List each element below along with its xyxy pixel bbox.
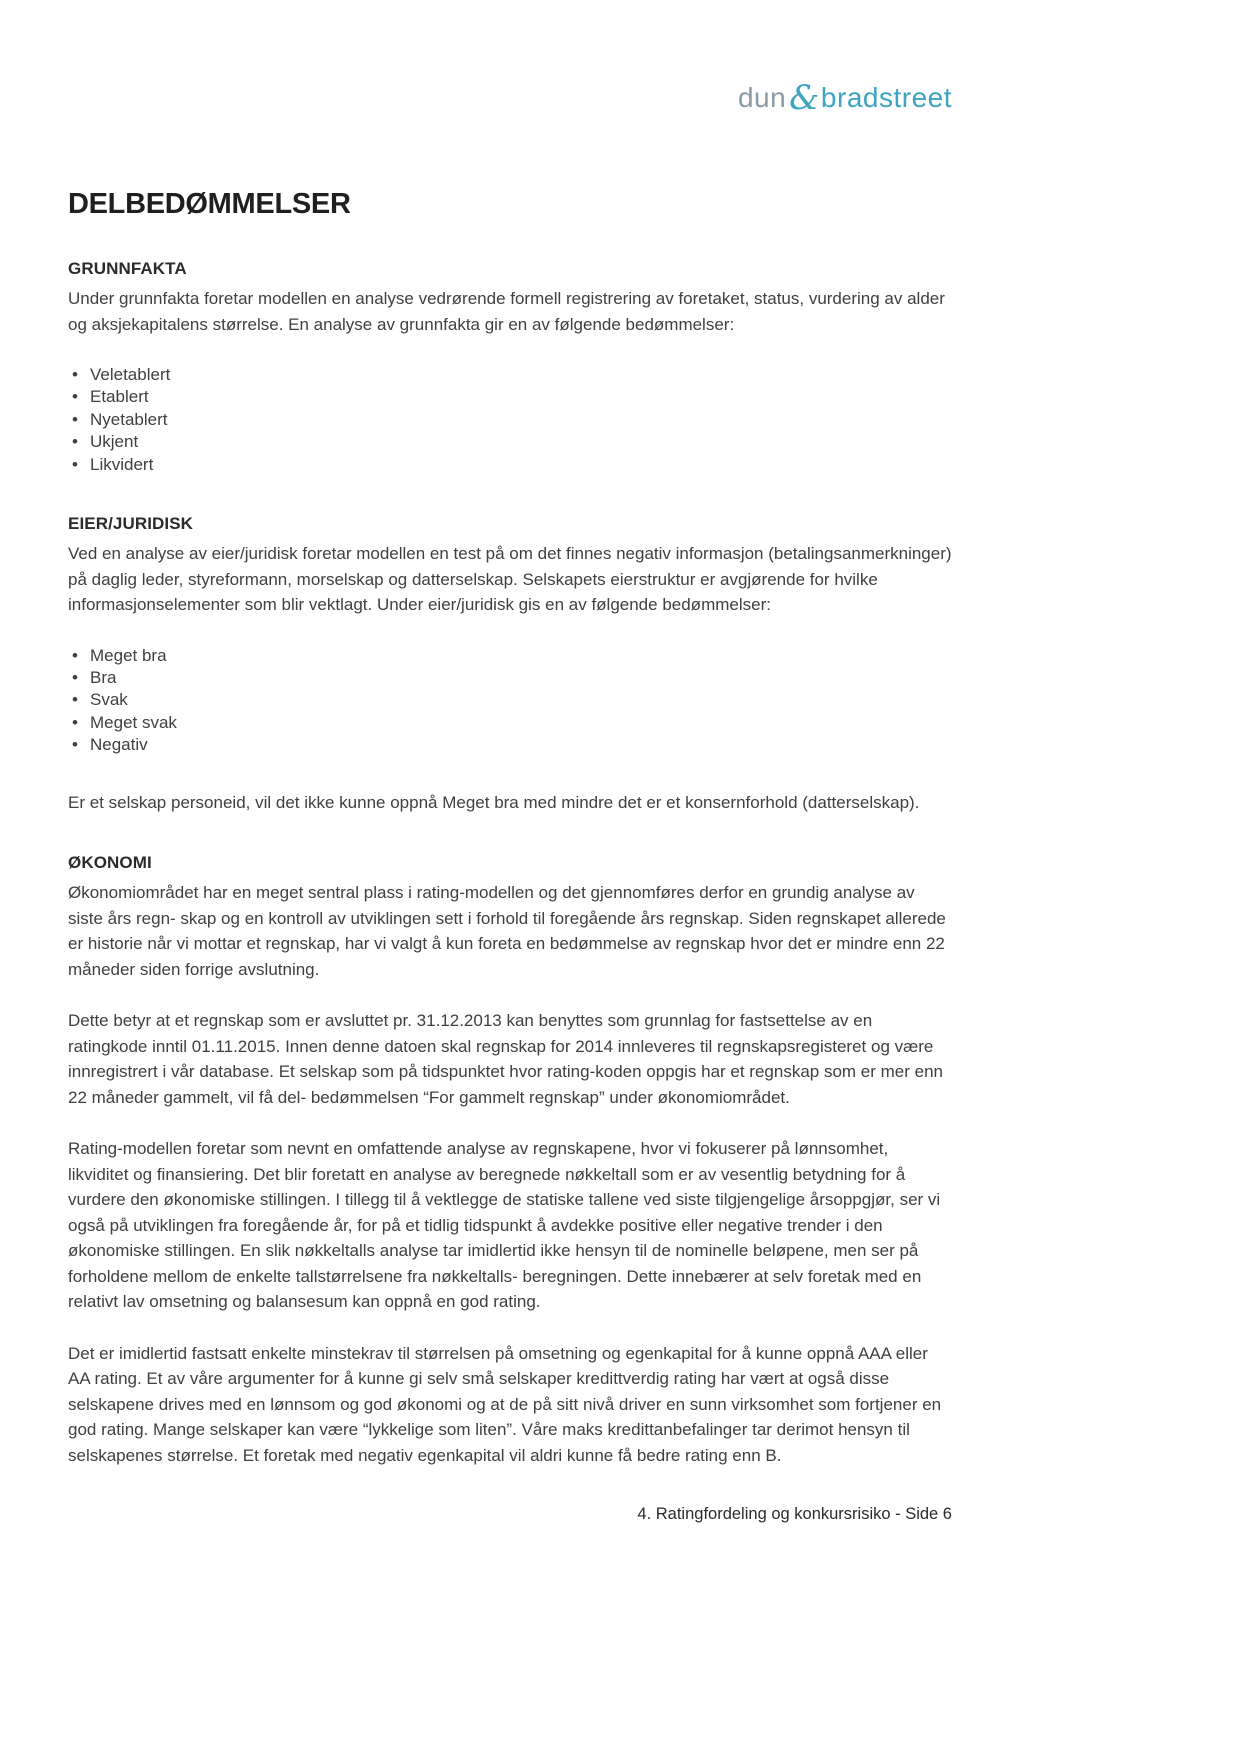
section-grunnfakta (68, 259, 952, 476)
logo-ampersand-icon: & (789, 78, 820, 118)
bullet-item: • Svak (70, 689, 952, 711)
eier-juridisk-intro-paragraph: Ved en analyse av eier/juridisk foretar modellen en test på om det finnes negativ informasjon (betalingsanmerkninger) på daglig leder, styreformann, morselskap og datterselskap. Selskapets eierstruktur er avgjørende for hvilke informasjonselementer som blir vektlagt. Under eier/juridisk gis en av følgende bedømmelser: (68, 544, 952, 615)
bullet-item: • Likvidert (70, 454, 952, 476)
section-heading-eier-juridisk: EIER/JURIDISK (68, 514, 194, 534)
bullet-item: • Ukjent (70, 431, 952, 453)
page-title: DELBEDØMMELSER (68, 188, 351, 220)
document-content (68, 0, 952, 1468)
logo-text-dun: dun (737, 82, 787, 113)
section-okonomi (68, 853, 952, 1468)
okonomi-paragraph-4: Det er imidlertid fastsatt enkelte minstekrav til størrelsen på omsetning og egenkapital for å kunne oppnå AAA eller AA rating. Et av våre argumenter for å kunne gi selv små selskaper kredittverdig rating har vært at også disse selskapene drives med en lønnsom og god økonomi og at de på sitt nivå driver en sunn virksomhet som fortjener en god rating. Mange selskaper kan være “lykkelige som liten”. Våre maks kredittanbefalinger tar derimot hensyn til selskapenes størrelse. Et foretak med negativ egenkapital vil aldri kunne få bedre rating enn B. (68, 1343, 942, 1465)
grunnfakta-bullet-list (70, 364, 952, 476)
grunnfakta-intro-paragraph: Under grunnfakta foretar modellen en analyse vedrørende formell registrering av foretaket, status, vurdering av alder og aksjekapitalens størrelse. En analyse av grunnfakta gir en av følgende bedømmelser: (68, 289, 945, 334)
bullet-item: • Meget svak (70, 712, 952, 734)
bullet-item: • Meget bra (70, 645, 952, 667)
bullet-item: • Nyetablert (70, 409, 952, 431)
page-footer: 4. Ratingfordeling og konkursrisiko - Side 6 (637, 1505, 952, 1523)
bullet-item: • Veletablert (70, 364, 952, 386)
bullet-item: • Bra (70, 667, 952, 689)
okonomi-paragraph-3: Rating-modellen foretar som nevnt en omfattende analyse av regnskapene, hvor vi fokuserer på lønnsomhet, likviditet og finansiering. Det blir foretatt en analyse av beregnede nøkkeltall som er av vesentlig betydning for å vurdere den økonomiske stillingen. I tillegg til å vektlegge de statiske tallene ved siste tilgjengelige årsoppgjør, ser vi også på utviklingen fra foregående år, for på et tidlig tidspunkt å avdekke positive eller negative trender i den økonomiske stillingen. En slik nøkkeltalls analyse tar imidlertid ikke hensyn til de nominelle beløpene, men ser på forholdene mellom de enkelte tallstørrelsene fra nøkkeltalls- beregningen. Dette innebærer at selv foretak med en relativt lav omsetning og balansesum kan oppnå en god rating. (68, 1139, 941, 1312)
eier-juridisk-bullet-list (70, 645, 952, 757)
section-heading-okonomi: ØKONOMI (68, 853, 152, 873)
bullet-item: • Etablert (70, 386, 952, 408)
section-eier-juridisk (68, 514, 952, 815)
eier-juridisk-note-paragraph: Er et selskap personeid, vil det ikke kunne oppnå Meget bra med mindre det er et konsernforhold (datterselskap). (68, 792, 920, 812)
okonomi-paragraph-1: Økonomiområdet har en meget sentral plass i rating-modellen og det gjennomføres derfor en grundig analyse av siste års regn- skap og en kontroll av utviklingen sett i forhold til foregående års regnskap. Siden regnskapet allerede er historie når vi mottar et regnskap, har vi valgt å kun foreta en bedømmelse av regnskap hvor det er mindre enn 22 måneder siden forrige avslutning. (68, 883, 946, 979)
bullet-item: • Negativ (70, 734, 952, 756)
logo-text-bradstreet: bradstreet (820, 82, 952, 113)
section-heading-grunnfakta: GRUNNFAKTA (68, 259, 187, 278)
okonomi-paragraph-2: Dette betyr at et regnskap som er avsluttet pr. 31.12.2013 kan benyttes som grunnlag for fastsettelse av en ratingkode inntil 01.11.2015. Innen denne datoen skal regnskap for 2014 innleveres til regnskapsregisteret og være innregistrert i vår database. Et selskap som på tidspunktet hvor rating-koden oppgis har et regnskap som er mer enn 22 måneder gammelt, vil få del- bedømmelsen “For gammelt regnskap” under økonomiområdet. (68, 1011, 944, 1107)
